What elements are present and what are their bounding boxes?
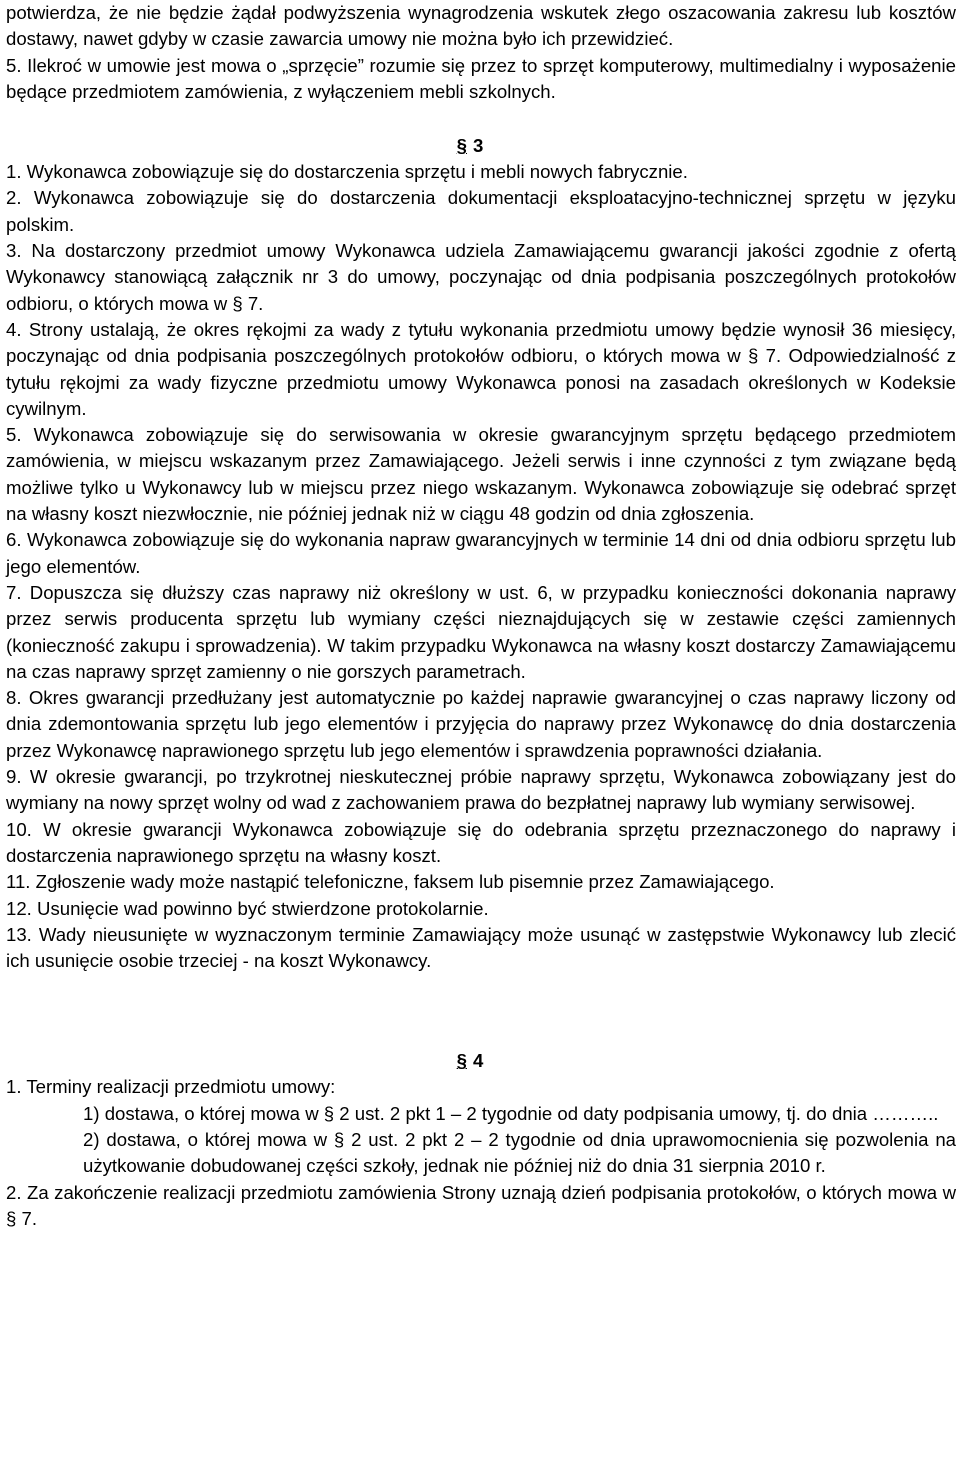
section-3-item: 11. Zgłoszenie wady może nastąpić telefoniczne, faksem lub pisemnie przez Zamawiającego. <box>6 871 775 893</box>
section-3-item: 5. Wykonawca zobowiązuje się do serwisowania w okresie gwarancyjnym sprzętu będącego przedmiotem zamówienia, w miejscu wskazanym przez Zamawiającego. Jeżeli serwis i inne czynności z tym związane będą możliwe tylko u Wykonawcy lub w miejscu przez niego wskazanym. Wykonawca zobowiązuje się odebrać sprzęt na własny koszt niezwłocznie, nie później jednak niż w ciągu 48 godzin od dnia zgłoszenia. <box>6 424 956 525</box>
paragraph-definition-equipment: 5. Ilekroć w umowie jest mowa o „sprzęcie” rozumie się przez to sprzęt komputerowy, multimedialny i wyposażenie będące przedmiotem zamówienia, z wyłączeniem mebli szkolnych. <box>6 54 956 102</box>
section-4-item-2: 2. Za zakończenie realizacji przedmiotu zamówienia Strony uznają dzień podpisania protokołów, o których mowa w § 7. <box>6 1181 956 1229</box>
section-4-subitem: 1) dostawa, o której mowa w § 2 ust. 2 pkt 1 – 2 tygodnie od daty podpisania umowy, tj. do dnia ……….. <box>83 1102 939 1124</box>
section-4-heading <box>6 1044 956 1074</box>
section-3-item: 2. Wykonawca zobowiązuje się do dostarczenia dokumentacji eksploatacyjno-technicznej sprzętu w języku polskim. <box>6 187 956 235</box>
section-3-item: 10. W okresie gwarancji Wykonawca zobowiązuje się do odebrania sprzętu przeznaczonego do naprawy i dostarczenia naprawionego sprzętu na własny koszt. <box>6 818 956 866</box>
section-3-item: 9. W okresie gwarancji, po trzykrotnej nieskutecznej próbie naprawy sprzętu, Wykonawca zobowiązany jest do wymiany na nowy sprzęt wolny od wad z zachowaniem prawa do bezpłatnej naprawy lub wymiany serwisowej. <box>6 766 956 814</box>
section-4-item-1: 1. Terminy realizacji przedmiotu umowy: <box>6 1076 336 1098</box>
paragraph-continuation: potwierdza, że nie będzie żądał podwyższenia wynagrodzenia wskutek złego oszacowania zakresu lub kosztów dostawy, nawet gdyby w czasie zawarcia umowy nie można było ich przewidzieć. <box>6 2 956 50</box>
section-3-item: 3. Na dostarczony przedmiot umowy Wykonawca udziela Zamawiającemu gwarancji jakości zgodnie z ofertą Wykonawcy stanowiącą załącznik nr 3 do umowy, poczynając od dnia podpisania poszczególnych protokołów odbioru, o których mowa w § 7. <box>6 240 956 314</box>
section-3-item: 7. Dopuszcza się dłuższy czas naprawy niż określony w ust. 6, w przypadku konieczności dokonania naprawy przez serwis producenta sprzętu lub wymiany części nieznajdujących się w zestawie części zamiennych (konieczność zakupu i sprowadzenia). W takim przypadku Wykonawca na własny koszt dostarczy Zamawiającemu na czas naprawy sprzęt zamienny o nie gorszych parametrach. <box>6 581 956 682</box>
section-3-heading <box>6 105 956 159</box>
section-3-item: 1. Wykonawca zobowiązuje się do dostarczenia sprzętu i mebli nowych fabrycznie. <box>6 161 688 183</box>
section-number: 3 <box>473 135 484 157</box>
section-symbol: § <box>456 135 467 157</box>
section-symbol: § <box>456 1050 467 1072</box>
section-3-item: 13. Wady nieusunięte w wyznaczonym terminie Zamawiający może usunąć w zastępstwie Wykonawcy lub zlecić ich usunięcie osobie trzeciej - na koszt Wykonawcy. <box>6 923 956 972</box>
section-4-subitem: 2) dostawa, o której mowa w § 2 ust. 2 pkt 2 – 2 tygodnie od dnia uprawomocnienia się pozwolenia na użytkowanie dobudowanej części szkoły, jednak nie później niż do dnia 31 sierpnia 2010 r. <box>83 1128 956 1177</box>
section-3-item: 4. Strony ustalają, że okres rękojmi za wady z tytułu wykonania przedmiotu umowy będzie wynosił 36 miesięcy, poczynając od dnia podpisania poszczególnych protokołów odbioru, o których mowa w § 7. Odpowiedzialność z tytułu rękojmi za wady fizyczne przedmiotu umowy Wykonawca ponosi na zasadach określonych w Kodeksie cywilnym. <box>6 318 956 419</box>
section-number: 4 <box>473 1050 484 1072</box>
section-3-item: 6. Wykonawca zobowiązuje się do wykonania napraw gwarancyjnych w terminie 14 dni od dnia odbioru sprzętu lub jego elementów. <box>6 529 956 577</box>
section-3-item: 8. Okres gwarancji przedłużany jest automatycznie po każdej naprawie gwarancyjnej o czas naprawy liczony od dnia zdemontowania sprzętu lub jego elementów i przyjęcia do naprawy przez Wykonawcę do dnia dostarczenia przez Wykonawcę naprawionego sprzętu lub jego elementów i sprawdzenia poprawności działania. <box>6 687 956 761</box>
document-page <box>6 0 956 1232</box>
section-spacer <box>6 974 956 1044</box>
section-3-item: 12. Usunięcie wad powinno być stwierdzone protokolarnie. <box>6 897 489 919</box>
